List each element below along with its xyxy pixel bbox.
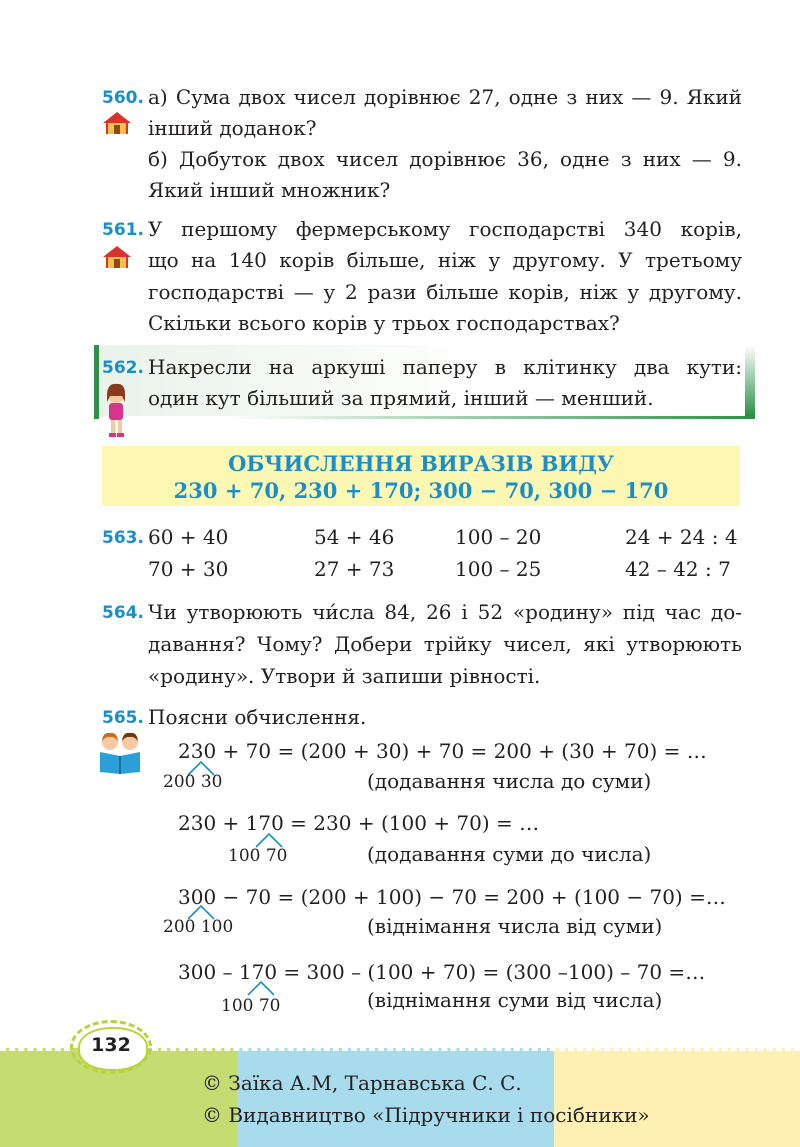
exercise-text: Накресли на аркуші паперу в клітинку два кути: — [148, 355, 742, 379]
exercise-text: давання? Чому? Добери трійку чисел, які утворюють — [148, 632, 742, 656]
equation-caption: (віднімання числа від суми) — [367, 914, 663, 938]
exercise-number: 565. — [102, 708, 144, 728]
expression: 42 – 42 : 7 — [625, 557, 731, 581]
exercise-number: 561. — [102, 220, 144, 240]
band-underline — [99, 416, 755, 419]
exercise-text: «родину». Утвори й запиши рівності. — [148, 664, 541, 688]
page-number: 132 — [91, 1034, 131, 1056]
exercise-number: 560. — [102, 88, 144, 108]
exercise-text: б) Добуток двох чисел дорівнює 36, одне з них — 9. — [148, 147, 742, 171]
exercise-number: 563. — [102, 528, 144, 548]
expression: 24 + 24 : 4 — [625, 525, 738, 549]
equation-caption: (додавання суми до числа) — [367, 842, 652, 866]
copyright-publisher: © Видавництво «Підручники і посібники» — [202, 1103, 650, 1127]
footer-dashed-line — [152, 1048, 800, 1051]
equation: 300 – 170 = 300 – (100 + 70) = (300 –100) – 70 =… — [178, 960, 706, 984]
exercise-text: а) Сума двох чисел дорівнює 27, одне з них — 9. Який — [148, 85, 742, 109]
exercise-text: господарстві — у 2 рази більше корів, ніж у другому. — [148, 280, 742, 304]
footer-blue-block — [237, 1048, 554, 1147]
number-parts: 200 30 — [163, 772, 223, 792]
band-accent — [745, 345, 755, 419]
equation: 230 + 70 = (200 + 30) + 70 = 200 + (30 + 70) = … — [178, 739, 707, 763]
exercise-number: 564. — [102, 603, 144, 623]
exercise-text: У першому фермерському господарстві 340 корів, — [148, 217, 742, 241]
expression: 54 + 46 — [314, 525, 395, 549]
exercise-text: Який інший множник? — [148, 178, 391, 202]
exercise-number: 562. — [102, 358, 144, 378]
expression: 100 – 25 — [455, 557, 542, 581]
home-icon — [102, 110, 132, 136]
girl-icon — [100, 382, 132, 440]
home-icon — [102, 244, 132, 270]
equation-caption: (віднімання суми від числа) — [367, 988, 663, 1012]
exercise-text: Скільки всього корів у трьох господарствах? — [148, 311, 620, 335]
footer-yellow-block — [554, 1048, 800, 1147]
exercise-text: один кут більший за прямий, інший — менший. — [148, 386, 654, 410]
expression: 27 + 73 — [314, 557, 395, 581]
footer-dashed-line — [0, 1048, 70, 1051]
exercise-text: інший доданок? — [148, 116, 317, 140]
exercise-text: Поясни обчислення. — [148, 705, 367, 729]
number-parts: 200 100 — [163, 917, 234, 937]
expression: 100 – 20 — [455, 525, 542, 549]
equation: 230 + 170 = 230 + (100 + 70) = … — [178, 811, 540, 835]
split-marker — [246, 980, 276, 996]
equation: 300 − 70 = (200 + 100) − 70 = 200 + (100 − 70) =… — [178, 885, 726, 909]
section-heading: ОБЧИСЛЕННЯ ВИРАЗІВ ВИДУ — [228, 451, 614, 476]
expression: 70 + 30 — [148, 557, 229, 581]
expression: 60 + 40 — [148, 525, 229, 549]
exercise-text: що на 140 корів більше, ніж у другому. У третьому — [148, 248, 742, 272]
children-reading-icon — [96, 730, 146, 774]
exercise-text: Чи утворюють чи́сла 84, 26 і 52 «родину» під час до- — [148, 600, 742, 624]
number-parts: 100 70 — [221, 996, 281, 1016]
equation-caption: (додавання числа до суми) — [367, 769, 652, 793]
copyright-authors: © Заїка А.М, Тарнавська С. С. — [202, 1071, 522, 1095]
section-heading-formula: 230 + 70, 230 + 170; 300 − 70, 300 − 170 — [173, 478, 669, 503]
number-parts: 100 70 — [228, 846, 288, 866]
